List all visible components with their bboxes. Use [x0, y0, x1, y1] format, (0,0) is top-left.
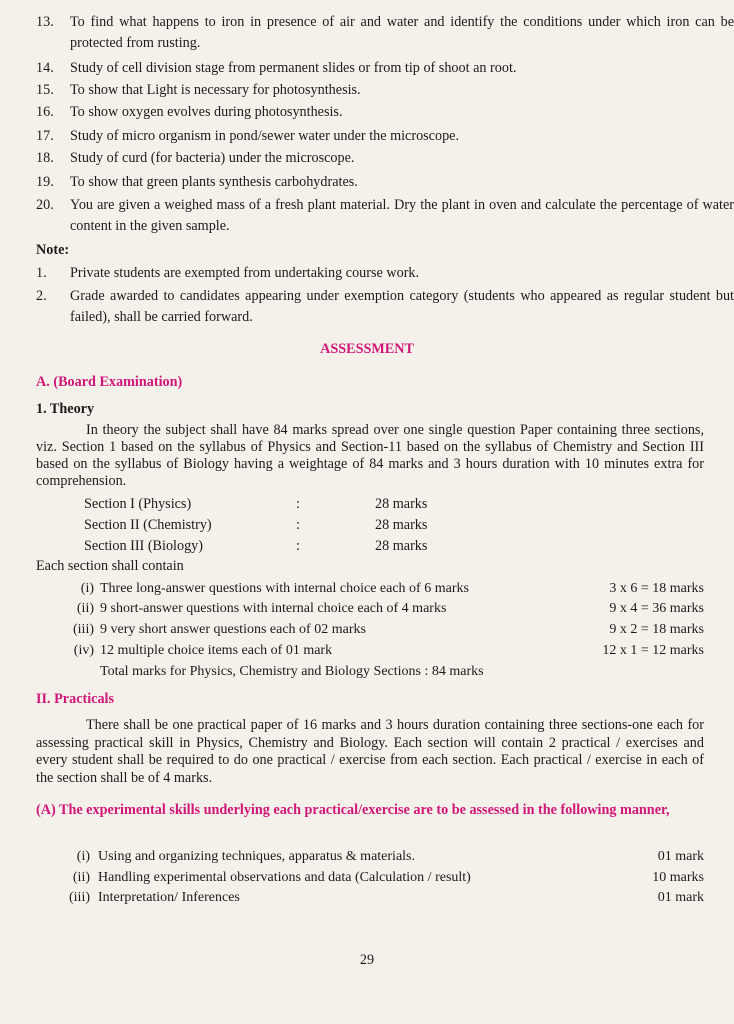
skill-text: Handling experimental observations and data (Calculation / result): [98, 870, 471, 885]
skill-number: (ii): [72, 870, 90, 885]
item-text: Study of curd (for bacteria) under the microscope.: [70, 150, 355, 166]
section-marks: 28 marks: [375, 538, 428, 554]
item-number: 17.: [36, 128, 54, 144]
section-name: Section I (Physics): [84, 496, 192, 512]
total-marks: Total marks for Physics, Chemistry and Biology Sections : 84 marks: [100, 664, 484, 679]
note-heading: Note:: [36, 242, 70, 258]
item-text: Private students are exempted from undertaking course work.: [70, 265, 420, 281]
item-number: 16.: [36, 104, 54, 120]
item-text: To show oxygen evolves during photosynthesis.: [70, 104, 343, 120]
item-number: 20.: [36, 197, 54, 213]
theory-heading: 1. Theory: [36, 401, 95, 417]
content-text: 9 short-answer questions with internal choice each of 4 marks: [100, 601, 447, 616]
item-text: Grade awarded to candidates appearing under exemption category (students who appeared as regular student but failed), shall be carried forward.: [70, 288, 734, 325]
section-name: Section III (Biology): [84, 538, 203, 554]
item-number: 13.: [36, 14, 54, 30]
item-number: 14.: [36, 60, 54, 76]
skill-number: (i): [76, 849, 90, 864]
item-number: 2.: [36, 288, 47, 304]
practicals-paragraph: There shall be one practical paper of 16 marks and 3 hours duration containing three sections-one each for assessing practical skill in Physics, Chemistry and Biology. Each section will contain 2 practical / exercises and every student shall be required to do one practical / exercise from each section. Each practical / exercise in each of the section shall be of 4 marks.: [36, 717, 704, 786]
skill-marks: 01 mark: [657, 849, 704, 864]
content-calc: 3 x 6 = 18 marks: [609, 581, 704, 596]
section-sep: :: [296, 517, 300, 533]
item-text: Study of micro organism in pond/sewer water under the microscope.: [70, 128, 460, 144]
board-exam-heading: A. (Board Examination): [36, 374, 183, 390]
item-text: You are given a weighed mass of a fresh plant material. Dry the plant in oven and calculate the percentage of water content in the given sample.: [70, 197, 734, 234]
section-sep: :: [296, 538, 300, 554]
content-number: (i): [80, 581, 94, 596]
content-text: 9 very short answer questions each of 02 marks: [100, 622, 366, 637]
theory-paragraph: In theory the subject shall have 84 marks spread over one single question Paper containing three sections, viz. Section 1 based on the syllabus of Physics and Section-11 based on the syllabus of Chemistry and Section III based on the syllabus of Biology having a weightage of 84 marks and 3 hours duration with 10 minutes extra for comprehension.: [36, 422, 704, 489]
skill-text: Interpretation/ Inferences: [98, 890, 240, 905]
content-text: Three long-answer questions with internal choice each of 6 marks: [100, 581, 469, 596]
section-sep: :: [296, 496, 300, 512]
item-text: To show that Light is necessary for photosynthesis.: [70, 82, 361, 98]
item-number: 1.: [36, 265, 47, 281]
each-section-text: Each section shall contain: [36, 558, 184, 574]
content-number: (iii): [73, 622, 94, 637]
practicals-heading: II. Practicals: [36, 691, 115, 707]
item-number: 19.: [36, 174, 54, 190]
content-number: (iv): [73, 643, 94, 658]
skill-marks: 10 marks: [652, 870, 704, 885]
content-number: (ii): [76, 601, 94, 616]
content-calc: 9 x 4 = 36 marks: [609, 601, 704, 616]
item-text: To find what happens to iron in presence of air and water and identify the conditions under which iron can be protected from rusting.: [70, 14, 734, 51]
content-calc: 12 x 1 = 12 marks: [602, 643, 704, 658]
item-text: To show that green plants synthesis carbohydrates.: [70, 174, 358, 190]
item-number: 18.: [36, 150, 54, 166]
section-marks: 28 marks: [375, 517, 428, 533]
section-marks: 28 marks: [375, 496, 428, 512]
page-number: 29: [359, 952, 375, 968]
section-name: Section II (Chemistry): [84, 517, 212, 533]
assessment-title: ASSESSMENT: [320, 341, 414, 357]
skills-heading: (A) The experimental skills underlying each practical/exercise are to be assessed in the following manner,: [36, 802, 670, 818]
skill-number: (iii): [69, 890, 90, 905]
item-text: Study of cell division stage from permanent slides or from tip of shoot an root.: [70, 60, 517, 76]
content-calc: 9 x 2 = 18 marks: [609, 622, 704, 637]
skill-marks: 01 mark: [657, 890, 704, 905]
content-text: 12 multiple choice items each of 01 mark: [100, 643, 333, 658]
item-number: 15.: [36, 82, 54, 98]
skill-text: Using and organizing techniques, apparatus & materials.: [98, 849, 415, 864]
